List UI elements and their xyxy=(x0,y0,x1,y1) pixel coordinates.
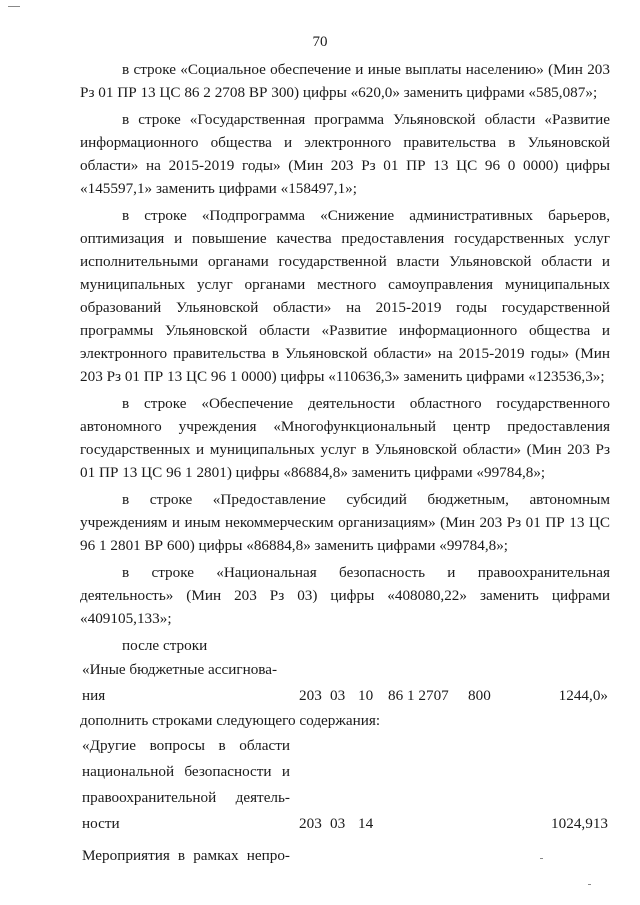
page-number: 70 xyxy=(312,34,328,50)
row2-name-line1: «Другие вопросы в области xyxy=(82,737,290,754)
row2-name-line3: правоохранительной деятель- xyxy=(82,789,290,806)
row1-expense-type: 800 xyxy=(468,687,491,704)
scan-speck xyxy=(588,884,591,885)
row2-sum: 1024,913 xyxy=(551,815,608,832)
table-row-old-values xyxy=(80,683,610,709)
paragraph-6: в строке «Национальная безопасность и правоохранительная деятельность» (Мин 203 Рз 03) цифры «408080,22» заменить цифрами «409105,133»; xyxy=(80,564,610,627)
after-rows-label: после строки xyxy=(122,637,208,654)
paragraph-1: в строке «Социальное обеспечение и иные выплаты населению» (Мин 203 Рз 01 ПР 13 ЦС 86 2 2708 ВР 300) цифры «620,0» заменить цифрами «585,087»; xyxy=(80,61,610,101)
table-row-old xyxy=(80,657,610,683)
row2-name-line4: ности xyxy=(82,815,120,832)
table-row-next xyxy=(80,839,610,869)
paragraph-5: в строке «Предоставление субсидий бюджетным, автономным учреждениям и иным некоммерческим организациям» (Мин 203 Рз 01 ПР 13 ЦС 96 1 2801 ВР 600) цифры «86884,8» заменить цифрами «99784,8»; xyxy=(80,491,610,554)
row1-section: 03 xyxy=(330,687,346,704)
scan-speck xyxy=(8,6,20,7)
row3-name-line1: Мероприятия в рамках непро- xyxy=(82,847,290,864)
scan-speck xyxy=(540,858,543,859)
paragraph-2: в строке «Государственная программа Ульяновской области «Развитие информационного общества и электронного правительства в Ульяновской области» на 2015-2019 годы» (Мин 203 Рз 01 ПР 13 ЦС 96 0 0000) цифры «145597,1» заменить цифрами «158497,1»; xyxy=(80,111,610,197)
row2-ministry-code: 203 xyxy=(299,815,322,832)
row1-name-line1: «Иные бюджетные ассигнова- xyxy=(82,661,278,678)
paragraph-3: в строке «Подпрограмма «Снижение административных барьеров, оптимизация и повышение качества предоставления государственных услуг исполнительными органами государственной власти Ульяновской области и муниципальных услуг органами местного самоуправления муниципальных образований Ульяновской области» на 2015-2019 годы государственной программы Ульяновской области «Развитие информационного общества и электронного правительства в Ульяновской области» на 2015-2019 годы» (Мин 203 Рз 01 ПР 13 ЦС 96 1 0000) цифры «110636,3» заменить цифрами «123536,3»; xyxy=(80,207,610,385)
row1-sum: 1244,0» xyxy=(558,687,608,704)
row1-target-article: 86 1 2707 xyxy=(388,687,449,704)
paragraph-4: в строке «Обеспечение деятельности областного государственного автономного учреждения «Многофункциональный центр предоставления государственных и муниципальных услуг в Ульяновской области» (Мин 203 Рз 01 ПР 13 ЦС 96 1 2801) цифры «86884,8» заменить цифрами «99784,8»; xyxy=(80,395,610,481)
row1-subsection: 10 xyxy=(358,687,374,704)
row1-ministry-code: 203 xyxy=(299,687,322,704)
row2-section: 03 xyxy=(330,815,346,832)
row1-name-line2: ния xyxy=(82,687,106,704)
supplement-label: дополнить строками следующего содержания: xyxy=(80,712,381,729)
table-row-new xyxy=(80,733,610,759)
row2-subsection: 14 xyxy=(358,815,374,832)
table-row-new-line3 xyxy=(80,785,610,811)
table-row-new-line2 xyxy=(80,759,610,785)
document-body xyxy=(80,58,610,869)
table-row-new-values xyxy=(80,811,610,839)
row2-name-line2: национальной безопасности и xyxy=(82,763,290,780)
